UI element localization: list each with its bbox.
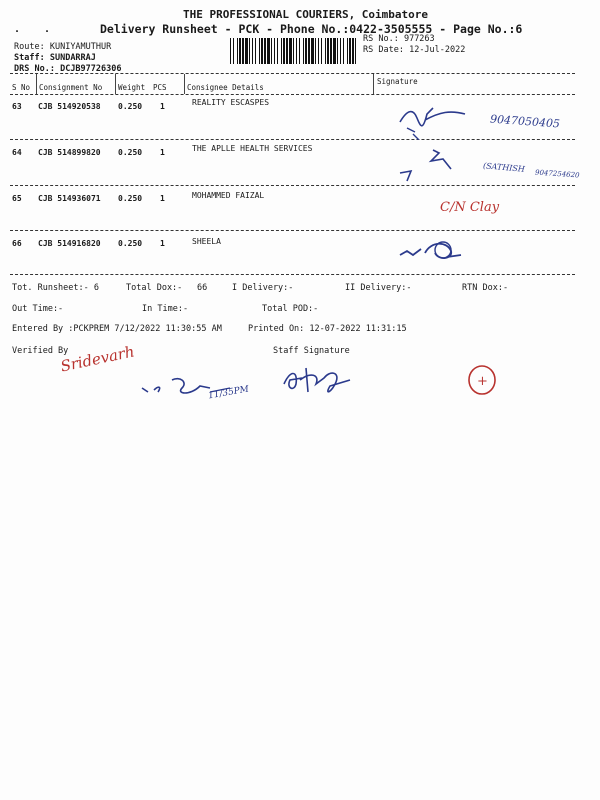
barcode-image xyxy=(230,38,356,64)
barcode-bar xyxy=(267,38,270,64)
barcode-bar xyxy=(271,38,272,64)
col-header-sno: S No xyxy=(12,83,31,92)
barcode-bar xyxy=(255,38,256,64)
row-consignee: REALITY ESCASPES xyxy=(192,98,270,107)
barcode-bar xyxy=(289,38,292,64)
staff-line: Staff: SUNDARRAJ xyxy=(14,53,96,63)
barcode-bar xyxy=(261,38,263,64)
header-marks: .. xyxy=(14,24,75,35)
signature-66 xyxy=(395,235,475,265)
handwritten-note: C/N Clay xyxy=(440,200,500,215)
col-header-consignee: Consignee Details xyxy=(187,83,264,92)
barcode-bar xyxy=(249,38,250,64)
handwritten-name: (SATHISH xyxy=(482,161,526,174)
divider xyxy=(10,73,575,74)
in-time: In Time:- xyxy=(142,304,189,314)
rs-no-line: RS No.: 977263 xyxy=(363,34,435,44)
svg-text:+: + xyxy=(477,374,488,389)
barcode-bar xyxy=(333,38,336,64)
row-weight: 0.250 xyxy=(118,194,143,203)
staff-signature-label: Staff Signature xyxy=(273,346,350,356)
barcode-bar xyxy=(286,38,288,64)
rtn-dox: RTN Dox:- xyxy=(462,283,509,293)
entered-by: Entered By :PCKPREM 7/12/2022 11:30:55 AM xyxy=(12,324,222,334)
total-runsheet: Tot. Runsheet:- 6 xyxy=(12,283,99,293)
barcode-bar xyxy=(237,38,238,64)
col-header-signature: Signature xyxy=(377,77,418,86)
barcode-bar xyxy=(315,38,316,64)
row-consignment: CJB 514936071 xyxy=(38,194,101,203)
row-consignee: THE APLLE HEALTH SERVICES xyxy=(192,144,313,153)
drs-line: DRS No.: DCJB97726306 xyxy=(14,64,122,74)
barcode-bar xyxy=(277,38,278,64)
rs-date-line: RS Date: 12-Jul-2022 xyxy=(363,45,466,55)
verified-by-label: Verified By xyxy=(12,346,69,356)
barcode-bar xyxy=(239,38,241,64)
barcode-bar xyxy=(330,38,332,64)
barcode-bar xyxy=(293,38,294,64)
signature-63 xyxy=(395,100,495,140)
barcode-bar xyxy=(305,38,307,64)
total-pod: Total POD:- xyxy=(262,304,319,314)
total-dox-value: 66 xyxy=(197,283,208,293)
row-weight: 0.250 xyxy=(118,102,143,111)
barcode-bar xyxy=(318,38,319,64)
row-pcs: 1 xyxy=(160,102,165,111)
col-separator xyxy=(36,74,37,94)
row-divider xyxy=(10,274,575,275)
barcode-bar xyxy=(349,38,351,64)
barcode-bar xyxy=(259,38,260,64)
page-title: THE PROFESSIONAL COURIERS, Coimbatore xyxy=(183,8,429,21)
barcode-bar xyxy=(352,38,354,64)
row-pcs: 1 xyxy=(160,148,165,157)
barcode-bar xyxy=(242,38,244,64)
row-divider xyxy=(10,185,575,186)
barcode-bar xyxy=(337,38,338,64)
page-subtitle: Delivery Runsheet - PCK - Phone No.:0422-3505555 - Page No.:6 xyxy=(100,22,523,36)
barcode-bar xyxy=(283,38,285,64)
row-consignee: MOHAMMED FAIZAL xyxy=(192,191,265,200)
row-sno: 65 xyxy=(12,194,22,203)
barcode-bar xyxy=(303,38,304,64)
row-sno: 63 xyxy=(12,102,22,111)
barcode-bar xyxy=(252,38,253,64)
row-consignment: CJB 514920538 xyxy=(38,102,101,111)
col-header-consignment: Consignment No xyxy=(39,83,103,92)
barcode-bar xyxy=(230,38,231,64)
row-pcs: 1 xyxy=(160,194,165,203)
barcode-bar xyxy=(325,38,326,64)
col-separator xyxy=(184,74,185,94)
handwritten-phone: 9047050405 xyxy=(489,112,561,131)
barcode-bar xyxy=(264,38,266,64)
handwritten-phone: 9047254620 xyxy=(534,168,580,180)
signature-64 xyxy=(395,145,475,185)
row-divider xyxy=(10,230,575,231)
handwritten-time: 11/35PM xyxy=(207,384,250,402)
row-sno: 64 xyxy=(12,148,22,157)
staff-signature xyxy=(280,362,360,402)
barcode-bar xyxy=(311,38,314,64)
i-delivery: I Delivery:- xyxy=(232,283,294,293)
circle-mark xyxy=(466,364,498,396)
col-separator xyxy=(115,74,116,94)
printed-on: Printed On: 12-07-2022 11:31:15 xyxy=(248,324,407,334)
barcode-bar xyxy=(274,38,275,64)
barcode-bar xyxy=(308,38,310,64)
row-consignment: CJB 514916820 xyxy=(38,239,101,248)
ii-delivery: II Delivery:- xyxy=(345,283,412,293)
col-header-pcs: PCS xyxy=(153,83,167,92)
barcode-bar xyxy=(321,38,322,64)
col-header-weight: Weight xyxy=(118,83,146,92)
barcode-bar xyxy=(343,38,344,64)
barcode-bar xyxy=(245,38,248,64)
barcode-bar xyxy=(355,38,356,64)
col-separator xyxy=(373,74,374,94)
barcode-bar xyxy=(347,38,348,64)
row-weight: 0.250 xyxy=(118,148,143,157)
barcode-bar xyxy=(233,38,234,64)
barcode-bar xyxy=(281,38,282,64)
verifier-signature: Sridevarh xyxy=(58,342,137,376)
row-consignment: CJB 514899820 xyxy=(38,148,101,157)
receiver-signature xyxy=(140,372,270,412)
row-consignee: SHEELA xyxy=(192,237,221,246)
route-line: Route: KUNIYAMUTHUR xyxy=(14,42,112,52)
row-pcs: 1 xyxy=(160,239,165,248)
barcode-bar xyxy=(299,38,300,64)
out-time: Out Time:- xyxy=(12,304,64,314)
total-dox-label: Total Dox:- xyxy=(126,283,183,293)
row-weight: 0.250 xyxy=(118,239,143,248)
barcode-bar xyxy=(296,38,297,64)
row-sno: 66 xyxy=(12,239,22,248)
divider xyxy=(10,94,575,95)
barcode-bar xyxy=(340,38,341,64)
barcode-bar xyxy=(327,38,329,64)
